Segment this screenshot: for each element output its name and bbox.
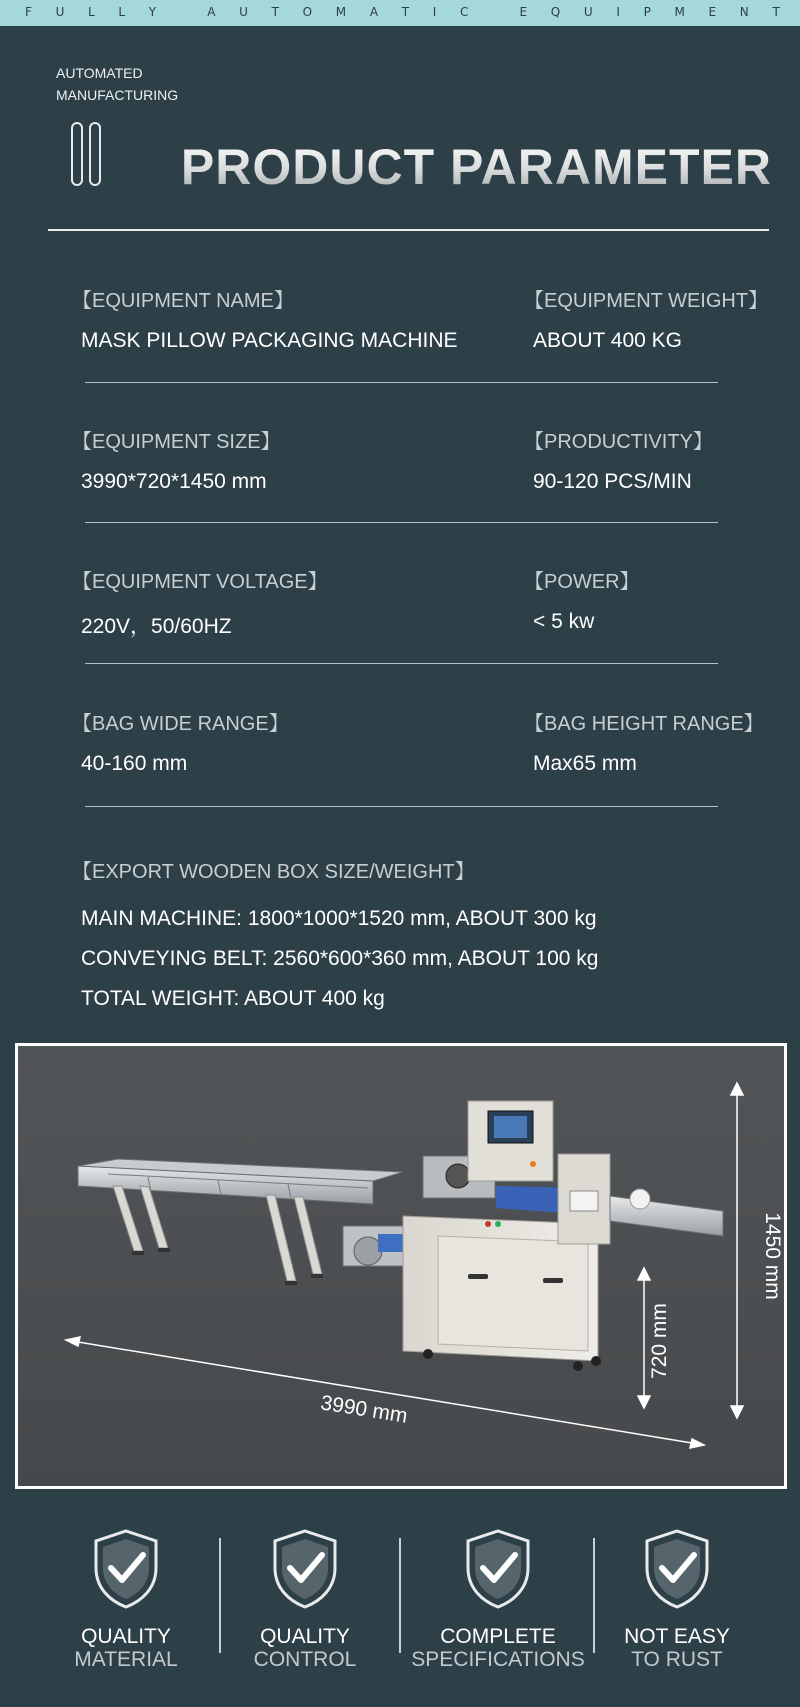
feature-not-easy-to-rust (587, 1520, 767, 1671)
feature-title: QUALITY (260, 1625, 350, 1648)
param-power (524, 565, 640, 634)
banner-letter: U (583, 5, 593, 19)
banner-letter: L (118, 5, 126, 19)
banner-letter: C (459, 5, 469, 19)
banner-letter: T (271, 5, 279, 19)
export-line-total-weight: TOTAL WEIGHT: ABOUT 400 kg (81, 987, 385, 1010)
param-equipment-voltage (72, 565, 328, 640)
banner-text (0, 5, 800, 19)
banner-letter: N (739, 5, 749, 19)
export-label: 【EXPORT WOODEN BOX SIZE/WEIGHT】 (72, 861, 475, 883)
param-label: 【EQUIPMENT NAME】 (72, 290, 294, 312)
banner-letter: P (643, 5, 651, 19)
row-divider (85, 806, 718, 807)
param-label: 【BAG HEIGHT RANGE】 (524, 713, 764, 735)
export-line-conveying-belt: CONVEYING BELT: 2560*600*360 mm, ABOUT 100 kg (81, 947, 599, 970)
param-label: 【EQUIPMENT VOLTAGE】 (72, 571, 328, 593)
banner-letter: F (25, 5, 32, 19)
feature-complete-specifications (408, 1520, 588, 1671)
feature-title: QUALITY (81, 1625, 171, 1648)
banner-letter: I (616, 5, 620, 19)
param-value: MASK PILLOW PACKAGING MACHINE (81, 329, 458, 352)
shield-check-icon (271, 1528, 339, 1610)
dimension-height-label: 1450 mm (761, 1212, 784, 1300)
feature-quality-material (36, 1520, 216, 1671)
feature-subtitle: TO RUST (631, 1648, 723, 1671)
banner-letter: T (401, 5, 410, 19)
banner-letter: M (674, 5, 685, 19)
param-equipment-name (72, 284, 458, 353)
banner-letter: T (772, 5, 780, 19)
param-value: < 5 kw (533, 610, 595, 633)
param-productivity (524, 425, 713, 494)
feature-list (0, 1520, 800, 1680)
shield-check-icon (92, 1528, 160, 1610)
banner-letter: E (519, 5, 528, 19)
feature-subtitle: CONTROL (253, 1648, 357, 1671)
feature-quality-control (215, 1520, 395, 1671)
export-box-info (72, 855, 598, 1019)
param-value: ABOUT 400 KG (533, 329, 683, 352)
banner-letter: M (335, 5, 347, 19)
shield-check-icon (643, 1528, 711, 1610)
banner-letter: E (708, 5, 717, 19)
banner-letter: L (88, 5, 95, 19)
film-unit (343, 1226, 412, 1266)
feature-separator (399, 1538, 401, 1653)
section-subtitle (56, 62, 178, 106)
param-label: 【EQUIPMENT SIZE】 (72, 431, 281, 453)
param-equipment-weight (524, 284, 768, 353)
param-value: 90-120 PCS/MIN (533, 470, 692, 493)
subtitle-line-1: AUTOMATED (56, 65, 143, 81)
param-label: 【EQUIPMENT WEIGHT】 (524, 290, 769, 312)
machine-illustration (18, 1046, 784, 1486)
banner-letter: O (302, 5, 313, 19)
feature-subtitle: SPECIFICATIONS (411, 1648, 585, 1671)
param-label: 【BAG WIDE RANGE】 (72, 713, 289, 735)
param-value: 220V，50/60HZ (81, 615, 232, 638)
shield-check-icon (464, 1528, 532, 1610)
feature-title: NOT EASY (624, 1625, 730, 1648)
banner-gap (492, 5, 496, 19)
title-divider (48, 229, 769, 231)
param-label: 【PRODUCTIVITY】 (524, 431, 713, 453)
param-value: Max65 mm (533, 752, 637, 775)
dimension-length-label: 3990 mm (318, 1391, 410, 1428)
param-label: 【POWER】 (524, 571, 640, 593)
param-bag-wide-range (72, 707, 289, 776)
dimension-width-label: 720 mm (648, 1303, 671, 1379)
param-value: 40-160 mm (81, 752, 188, 775)
banner-letter: U (55, 5, 65, 19)
double-bar-icon (71, 122, 101, 186)
banner-letter: I (432, 5, 437, 19)
row-divider (85, 522, 718, 523)
page-title: PRODUCT PARAMETER (180, 139, 772, 195)
banner-letter: Y (148, 5, 157, 19)
param-equipment-size (72, 425, 281, 494)
banner-letter: A (369, 5, 379, 19)
banner-letter: Q (550, 5, 561, 19)
row-divider (85, 382, 718, 383)
banner-letter: A (207, 5, 216, 19)
top-banner (0, 0, 800, 26)
banner-gap (180, 5, 184, 19)
export-line-main-machine: MAIN MACHINE: 1800*1000*1520 mm, ABOUT 300 kg (81, 907, 597, 930)
machine-photo (15, 1043, 787, 1489)
param-value: 3990*720*1450 mm (81, 470, 267, 493)
subtitle-line-2: MANUFACTURING (56, 87, 179, 103)
banner-letter: U (239, 5, 248, 19)
row-divider (85, 663, 718, 664)
feature-title: COMPLETE (440, 1625, 556, 1648)
param-bag-height-range (524, 707, 764, 776)
feature-subtitle: MATERIAL (74, 1648, 178, 1671)
